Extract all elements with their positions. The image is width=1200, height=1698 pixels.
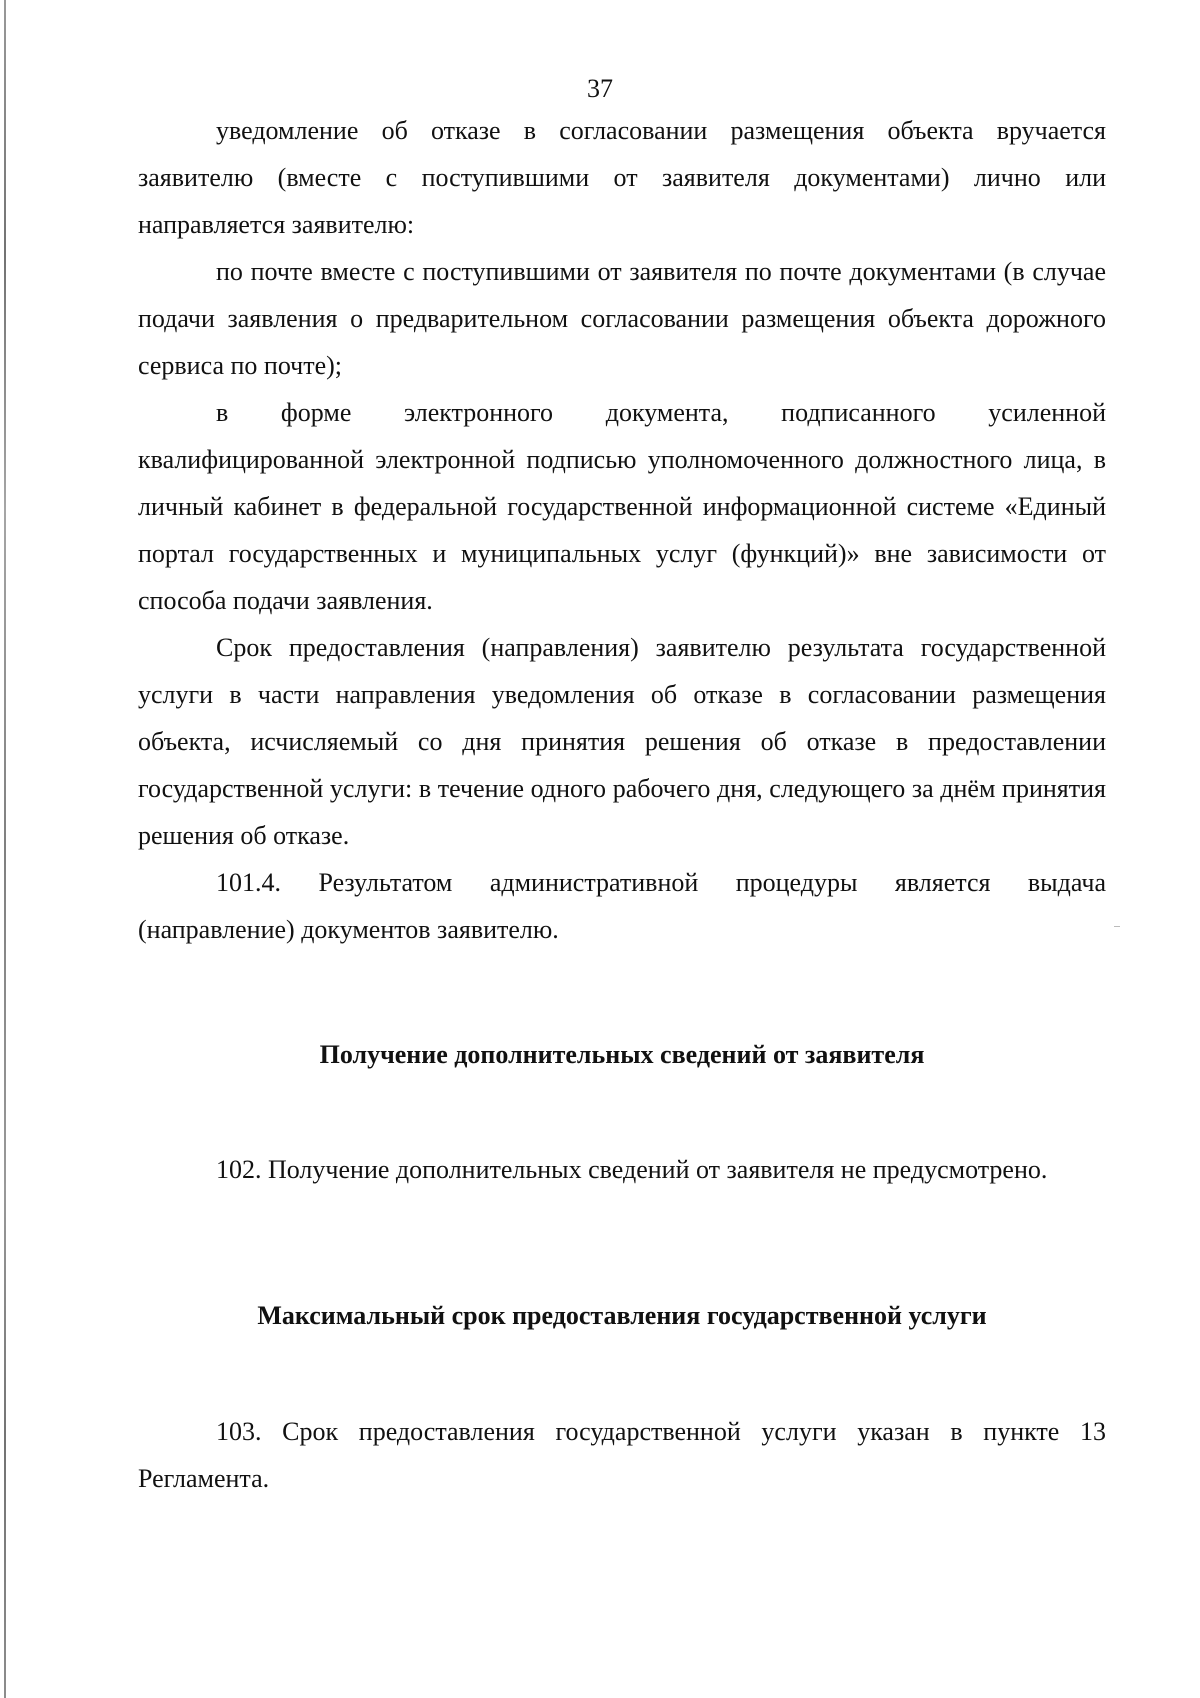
paragraph-by-mail: по почте вместе с поступившими от заявителя по почте документами (в случае подачи заявления о предварительном согласовании размещения объекта дорожного сервиса по почте); bbox=[138, 257, 1106, 380]
text-block-103 bbox=[138, 1408, 1106, 1502]
text-block-102 bbox=[138, 1146, 1106, 1193]
paragraph-102: 102. Получение дополнительных сведений от заявителя не предусмотрено. bbox=[216, 1155, 1048, 1184]
paragraph-delivery-deadline: Срок предоставления (направления) заявителю результата государственной услуги в части направления уведомления об отказе в согласовании размещения объекта, исчисляемый со дня принятия решения об отказе в предоставлении государственной услуги: в течение одного рабочего дня, следующего за днём принятия решения об отказе. bbox=[138, 633, 1106, 850]
scan-edge-shadow bbox=[4, 0, 6, 1698]
page-number: 37 bbox=[587, 74, 613, 103]
paragraph-101-4: 101.4. Результатом административной процедуры является выдача (направление) документов заявителю. bbox=[138, 868, 1106, 944]
paragraph-103: 103. Срок предоставления государственной услуги указан в пункте 13 Регламента. bbox=[138, 1417, 1106, 1493]
margin-mark bbox=[1114, 926, 1120, 927]
heading-max-term: Максимальный срок предоставления государственной услуги bbox=[257, 1301, 987, 1330]
heading-additional-info: Получение дополнительных сведений от заявителя bbox=[319, 1040, 925, 1069]
paragraph-electronic-form: в форме электронного документа, подписанного усиленной квалифицированной электронной подписью уполномоченного должностного лица, в личный кабинет в федеральной государственной информационной системе «Единый портал государственных и муниципальных услуг (функций)» вне зависимости от способа подачи заявления. bbox=[138, 398, 1106, 615]
text-block-1 bbox=[138, 107, 1106, 953]
paragraph-notice-delivery: уведомление об отказе в согласовании размещения объекта вручается заявителю (вместе с поступившими от заявителя документами) лично или направляется заявителю: bbox=[138, 116, 1106, 239]
